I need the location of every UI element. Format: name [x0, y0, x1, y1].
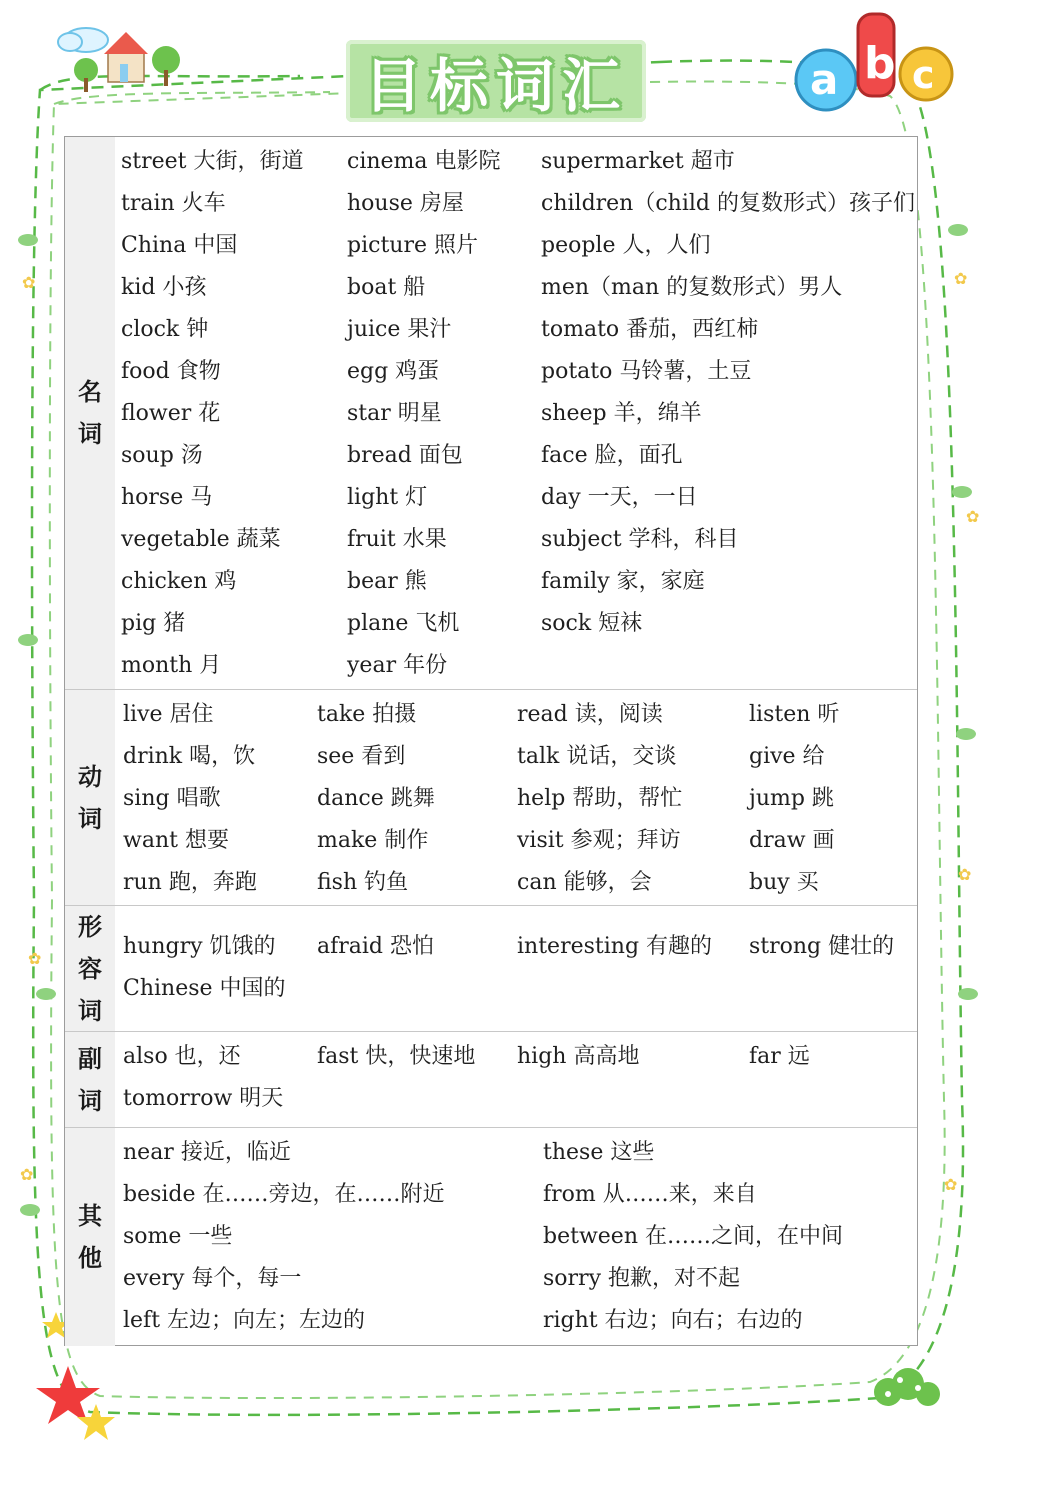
vocab-entry: visit 参观；拜访 [517, 828, 681, 853]
vocab-entry: bread 面包 [347, 443, 463, 468]
category-label-adjectives [65, 906, 115, 1032]
svg-text:a: a [810, 55, 839, 104]
vocab-entry: Chinese 中国的 [123, 976, 286, 1001]
red-star-icon [36, 1366, 100, 1424]
page-title: 目标词汇 [363, 52, 628, 120]
vocab-entry: food 食物 [121, 359, 221, 384]
adjectives-section [65, 905, 917, 1032]
vocab-entry: run 跑，奔跑 [123, 870, 257, 895]
leaf-icon [20, 1204, 40, 1216]
leaf-icon [36, 988, 56, 1000]
flower-icon: ✿ [22, 273, 36, 292]
vocab-entry: drink 喝，饮 [123, 744, 256, 769]
adverbs-section [65, 1031, 917, 1128]
leaf-icon [958, 988, 978, 1000]
leaf-icon [956, 728, 976, 740]
verbs-section [65, 689, 917, 906]
vocab-entry: draw 画 [749, 828, 835, 853]
vocab-entry: clock 钟 [121, 317, 209, 342]
flower-icon: ✿ [958, 865, 972, 884]
vocab-entry: soup 汤 [121, 443, 203, 468]
vocab-entry: pig 猪 [121, 611, 186, 636]
vocab-entry: street 大街，街道 [121, 149, 304, 174]
svg-text:c: c [912, 53, 935, 97]
vocab-entry: also 也，还 [123, 1044, 241, 1069]
vocab-entry: listen 听 [749, 702, 840, 727]
vocab-entry: left 左边；向左；左边的 [123, 1308, 366, 1333]
vocab-entry: strong 健壮的 [749, 934, 895, 959]
vocab-entry: star 明星 [347, 401, 442, 426]
vocab-entry: see 看到 [317, 744, 406, 769]
vocab-entry: interesting 有趣的 [517, 934, 713, 959]
category-label-char: 其 [78, 1202, 102, 1230]
vocab-entry: potato 马铃薯，土豆 [541, 359, 752, 384]
vocab-entry: plane 飞机 [347, 611, 460, 636]
vocab-entry: dance 跳舞 [317, 786, 435, 811]
vocab-entry: day 一天，一日 [541, 485, 698, 510]
vocab-entry: between 在……之间，在中间 [543, 1224, 843, 1249]
vocab-entry: jump 跳 [749, 786, 834, 811]
vocab-entry: kid 小孩 [121, 275, 207, 300]
vocab-entry: live 居住 [123, 702, 214, 727]
vocab-entry: egg 鸡蛋 [347, 359, 440, 384]
vocab-entry: some 一些 [123, 1224, 233, 1249]
category-label-others [65, 1128, 115, 1346]
vocab-entry: year 年份 [347, 653, 448, 678]
vocab-entry: China 中国 [121, 233, 238, 258]
vocab-entry: beside 在……旁边，在……附近 [123, 1182, 445, 1207]
vocabulary-table [64, 136, 918, 1346]
vocab-entry: picture 照片 [347, 233, 478, 258]
title-banner [346, 40, 646, 122]
vocab-entry: tomorrow 明天 [123, 1086, 284, 1111]
yellow-star-icon [77, 1404, 115, 1440]
vocab-entry: chicken 鸡 [121, 569, 237, 594]
vocab-entry: fish 钓鱼 [317, 870, 409, 895]
vocab-entry: tomato 番茄，西红柿 [541, 317, 759, 342]
vocab-entry: afraid 恐怕 [317, 934, 435, 959]
vocab-entry: train 火车 [121, 191, 226, 216]
abc-logo [796, 14, 952, 110]
flower-icon: ✿ [20, 1165, 34, 1184]
vocab-entry: horse 马 [121, 485, 213, 510]
vocab-entry: read 读，阅读 [517, 702, 663, 727]
vocab-entry: sheep 羊，绵羊 [541, 401, 702, 426]
vocab-entry: take 拍摄 [317, 702, 417, 727]
tree-icon [152, 46, 180, 86]
vocab-entry: supermarket 超市 [541, 149, 735, 174]
vocab-entry: people 人，人们 [541, 233, 711, 258]
vocab-entry: children（child 的复数形式）孩子们 [541, 191, 915, 216]
flower-icon: ✿ [28, 949, 42, 968]
leaf-icon [952, 486, 972, 498]
leaf-icon [948, 224, 968, 236]
category-label-char: 词 [78, 1087, 102, 1115]
others-section [65, 1127, 917, 1346]
vocab-entry: high 高高地 [517, 1044, 640, 1069]
category-label-adverbs [65, 1032, 115, 1128]
vocab-entry: far 远 [749, 1044, 810, 1069]
vocab-entry: juice 果汁 [347, 317, 452, 342]
vocab-entry: want 想要 [123, 828, 229, 853]
category-label-nouns [65, 137, 115, 689]
vocab-entry: help 帮助，帮忙 [517, 786, 683, 811]
vocab-entry: face 脸，面孔 [541, 443, 683, 468]
vocab-entry: every 每个，每一 [123, 1266, 302, 1291]
vocab-entry: cinema 电影院 [347, 149, 501, 174]
vocab-entry: right 右边；向右；右边的 [543, 1308, 803, 1333]
vocab-entry: family 家，家庭 [541, 569, 705, 594]
house-icon [104, 32, 148, 82]
vocab-entry: talk 说话，交谈 [517, 744, 677, 769]
category-label-char: 形 [78, 913, 102, 941]
cloud-icon [58, 28, 108, 52]
vocab-entry: give 给 [749, 744, 825, 769]
flower-icon: ✿ [954, 269, 968, 288]
vocab-entry: fast 快，快速地 [317, 1044, 476, 1069]
vocab-entry: sing 唱歌 [123, 786, 221, 811]
category-label-char: 词 [78, 420, 102, 448]
vocab-entry: flower 花 [121, 401, 221, 426]
vocab-entry: boat 船 [347, 275, 426, 300]
category-label-verbs [65, 690, 115, 906]
vocab-entry: make 制作 [317, 828, 429, 853]
category-label-char: 他 [78, 1244, 102, 1272]
nouns-section [65, 137, 917, 689]
vocab-entry: men（man 的复数形式）男人 [541, 275, 843, 300]
category-label-char: 副 [78, 1045, 102, 1073]
vocab-entry: subject 学科，科目 [541, 527, 739, 552]
flower-icon: ✿ [966, 507, 980, 526]
vocab-entry: buy 买 [749, 870, 819, 895]
vocab-entry: sock 短袜 [541, 611, 643, 636]
vocab-entry: can 能够，会 [517, 870, 652, 895]
category-label-char: 名 [78, 378, 102, 406]
vocab-entry: these 这些 [543, 1140, 655, 1165]
leaf-icon [18, 634, 38, 646]
vocab-entry: fruit 水果 [347, 527, 447, 552]
category-label-char: 动 [78, 763, 102, 791]
vocab-entry: house 房屋 [347, 191, 464, 216]
svg-text:b: b [864, 38, 896, 89]
flower-icon: ✿ [944, 1175, 958, 1194]
vocab-entry: sorry 抱歉，对不起 [543, 1266, 740, 1291]
vocab-entry: near 接近，临近 [123, 1140, 291, 1165]
vocab-entry: hungry 饥饿的 [123, 934, 276, 959]
vocab-entry: bear 熊 [347, 569, 427, 594]
vocab-entry: light 灯 [347, 485, 428, 510]
category-label-char: 容 [78, 955, 102, 983]
category-label-char: 词 [78, 997, 102, 1025]
vocab-entry: vegetable 蔬菜 [121, 527, 281, 552]
vocab-entry: from 从……来，来自 [543, 1182, 757, 1207]
vocab-entry: month 月 [121, 653, 222, 678]
leaf-icon [18, 234, 38, 246]
category-label-char: 词 [78, 805, 102, 833]
